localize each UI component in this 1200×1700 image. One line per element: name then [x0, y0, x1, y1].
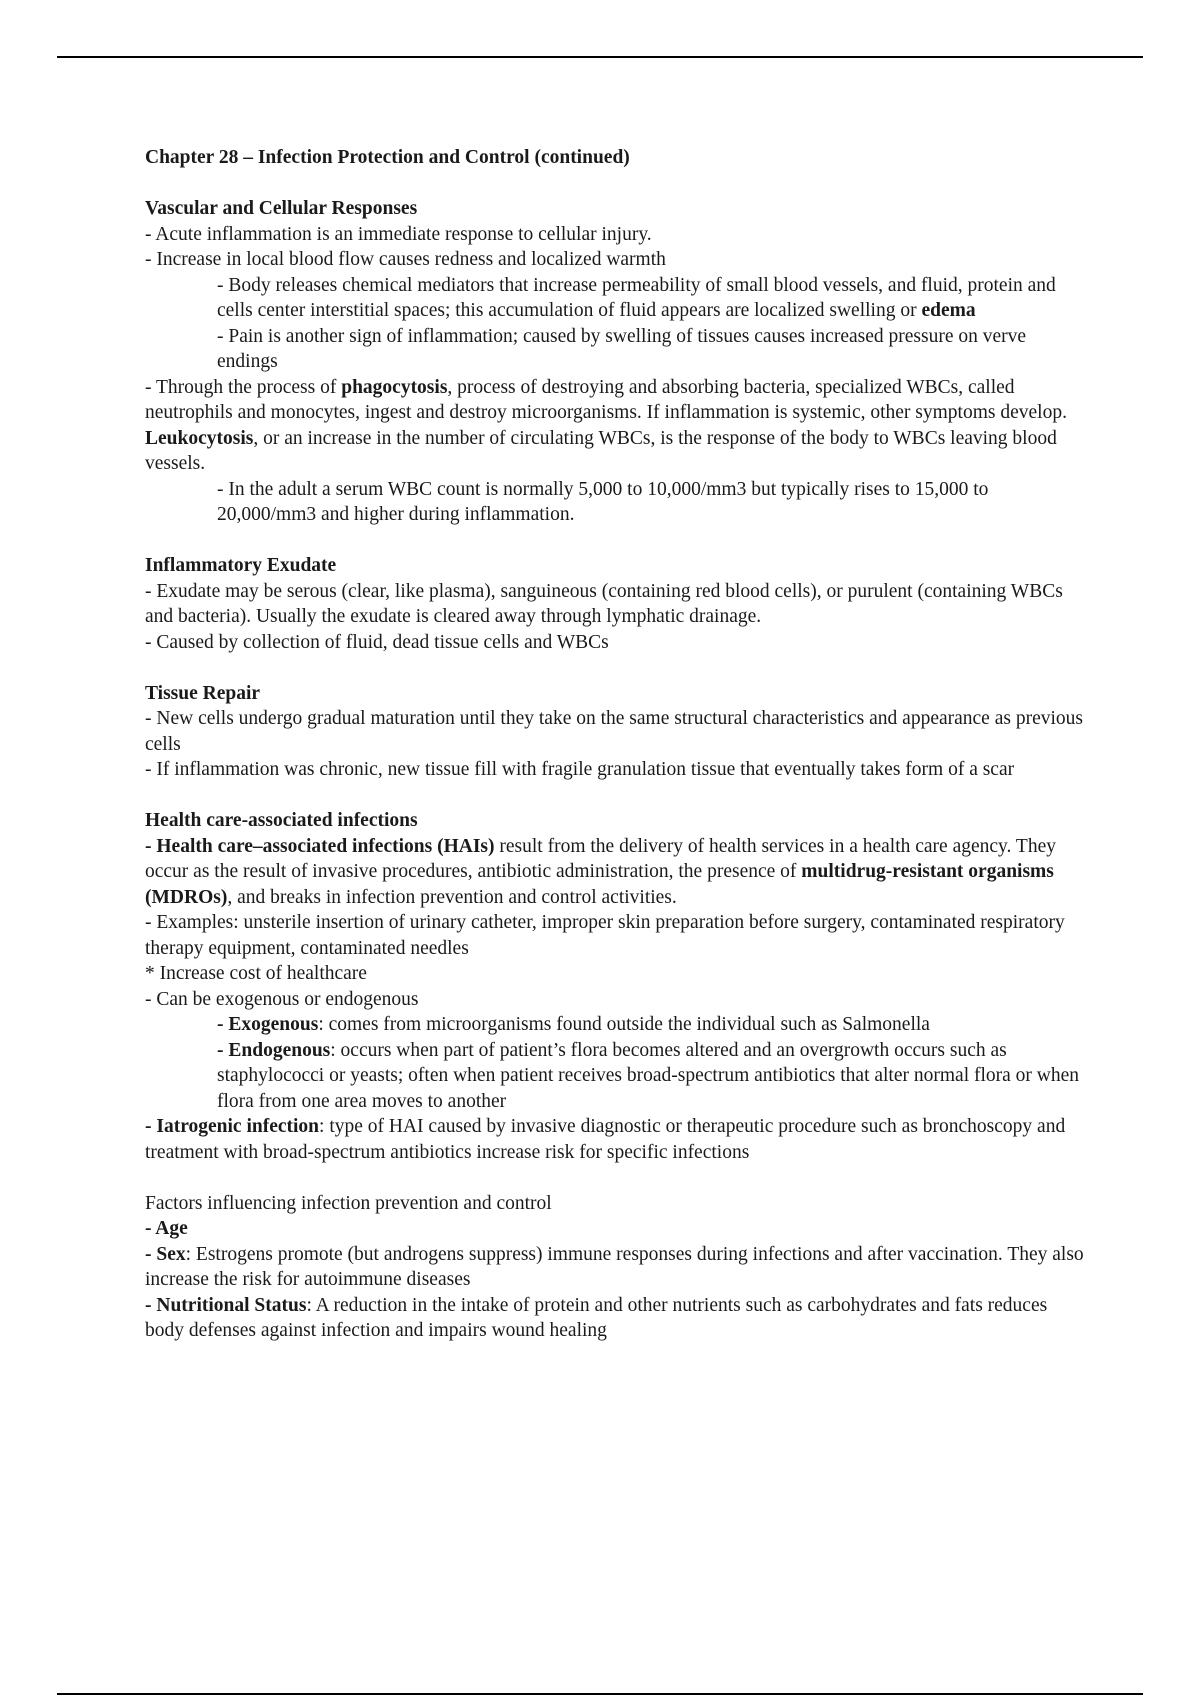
term-endogenous: - Endogenous: [217, 1039, 331, 1061]
sub-list-item: [145, 1012, 1085, 1038]
document-page: [145, 145, 1085, 1344]
sub-list-item: - Pain is another sign of inflammation; caused by swelling of tissues causes increased pressure on verve endings: [217, 325, 1027, 372]
spacer: [145, 1165, 1085, 1191]
text-run: : type of HAI caused by invasive diagnostic or therapeutic procedure such as bronchoscopy and treatment with broad-spectrum antibiotics increase risk for specific infections: [145, 1116, 1066, 1163]
term-iatrogenic: - Iatrogenic infection: [145, 1116, 320, 1137]
term-phagocytosis: phagocytosis: [341, 376, 448, 398]
section-heading-exudate: Inflammatory Exudate: [145, 555, 337, 576]
spacer: [145, 655, 1085, 681]
text-run: : comes from microorganisms found outside the individual such as Salmonella: [318, 1014, 930, 1035]
list-item: [145, 1242, 1085, 1293]
spacer: [145, 783, 1085, 809]
text-run: - Through the process of: [145, 376, 342, 398]
text-run: : Estrogens promote (but androgens suppress) immune responses during infections and after vaccination. They also increase the risk for autoimmune diseases: [145, 1243, 1084, 1290]
spacer: [145, 528, 1085, 554]
sub-list-item: [145, 1038, 1085, 1115]
list-item: - Examples: unsterile insertion of urinary catheter, improper skin preparation before surgery, contaminated respiratory therapy equipment, contaminated needles: [145, 912, 1065, 959]
sub-list-item: [145, 273, 1085, 324]
term-edema: edema: [921, 300, 976, 321]
list-item: [145, 1293, 1085, 1344]
section-heading-repair: Tissue Repair: [145, 682, 261, 704]
list-item: - If inflammation was chronic, new tissue fill with fragile granulation tissue that eventually takes form of a scar: [145, 759, 1015, 780]
list-item: [145, 1114, 1085, 1165]
list-item: - Can be exogenous or endogenous: [145, 988, 419, 1010]
list-item: - Increase in local blood flow causes redness and localized warmth: [145, 249, 666, 270]
text-run: , process of destroying and absorbing bacteria, specialized WBCs, called neutrophils and monocytes, ingest and destroy microorganisms. If inflammation is systemic, other symptoms develop.: [145, 376, 1067, 423]
term-exogenous: - Exogenous: [217, 1014, 319, 1035]
term-leukocytosis: Leukocytosis: [145, 427, 254, 449]
term-mdros: multidrug-resistant organisms (MDROs): [145, 861, 1054, 908]
text-run: , and breaks in infection prevention and control activities.: [227, 886, 677, 908]
text-run: : A reduction in the intake of protein and other nutrients such as carbohydrates and fats reduces body defenses against infection and impairs wound healing: [145, 1294, 1048, 1341]
text-run: : occurs when part of patient’s flora becomes altered and an overgrowth occurs such as staphylococci or yeasts; often when patient receives broad-spectrum antibiotics that alter normal flora or when flora from one area moves to another: [217, 1039, 1080, 1112]
list-item: - Acute inflammation is an immediate response to cellular injury.: [145, 223, 652, 245]
section-heading-vascular: Vascular and Cellular Responses: [145, 198, 418, 219]
list-item: [145, 834, 1085, 911]
header-rule: [57, 56, 1143, 58]
footer-rule: [57, 1693, 1143, 1695]
text-run: result from the delivery of health services in a health care agency. They occur as the result of invasive procedures, antibiotic administration, the presence of: [145, 835, 1056, 882]
list-item: [145, 1216, 1085, 1242]
term-sex: - Sex: [145, 1243, 186, 1265]
spacer: [145, 171, 1085, 197]
term-hai: - Health care–associated infections (HAIs): [145, 835, 495, 857]
section-heading-factors: Factors influencing infection prevention and control: [145, 1192, 552, 1214]
list-item: - Caused by collection of fluid, dead tissue cells and WBCs: [145, 631, 609, 653]
term-age: - Age: [145, 1218, 188, 1239]
list-item: - New cells undergo gradual maturation until they take on the same structural characteristics and appearance as previous cells: [145, 708, 1083, 755]
list-item: * Increase cost of healthcare: [145, 963, 367, 984]
term-nutritional-status: - Nutritional Status: [145, 1294, 307, 1316]
text-run: - Body releases chemical mediators that increase permeability of small blood vessels, and fluid, protein and cells center interstitial spaces; this accumulation of fluid appears are localized swelling or: [217, 274, 1056, 321]
chapter-title: Chapter 28 – Infection Protection and Control (continued): [145, 147, 630, 168]
list-item: [145, 375, 1085, 477]
list-item: - Exudate may be serous (clear, like plasma), sanguineous (containing red blood cells), or purulent (containing WBCs and bacteria). Usually the exudate is cleared away through lymphatic drainage.: [145, 580, 1063, 627]
section-heading-hai: Health care-associated infections: [145, 810, 418, 831]
text-run: , or an increase in the number of circulating WBCs, is the response of the body to WBCs leaving blood vessels.: [145, 427, 1057, 474]
sub-list-item: - In the adult a serum WBC count is normally 5,000 to 10,000/mm3 but typically rises to 15,000 to 20,000/mm3 and higher during inflammation.: [217, 478, 989, 525]
